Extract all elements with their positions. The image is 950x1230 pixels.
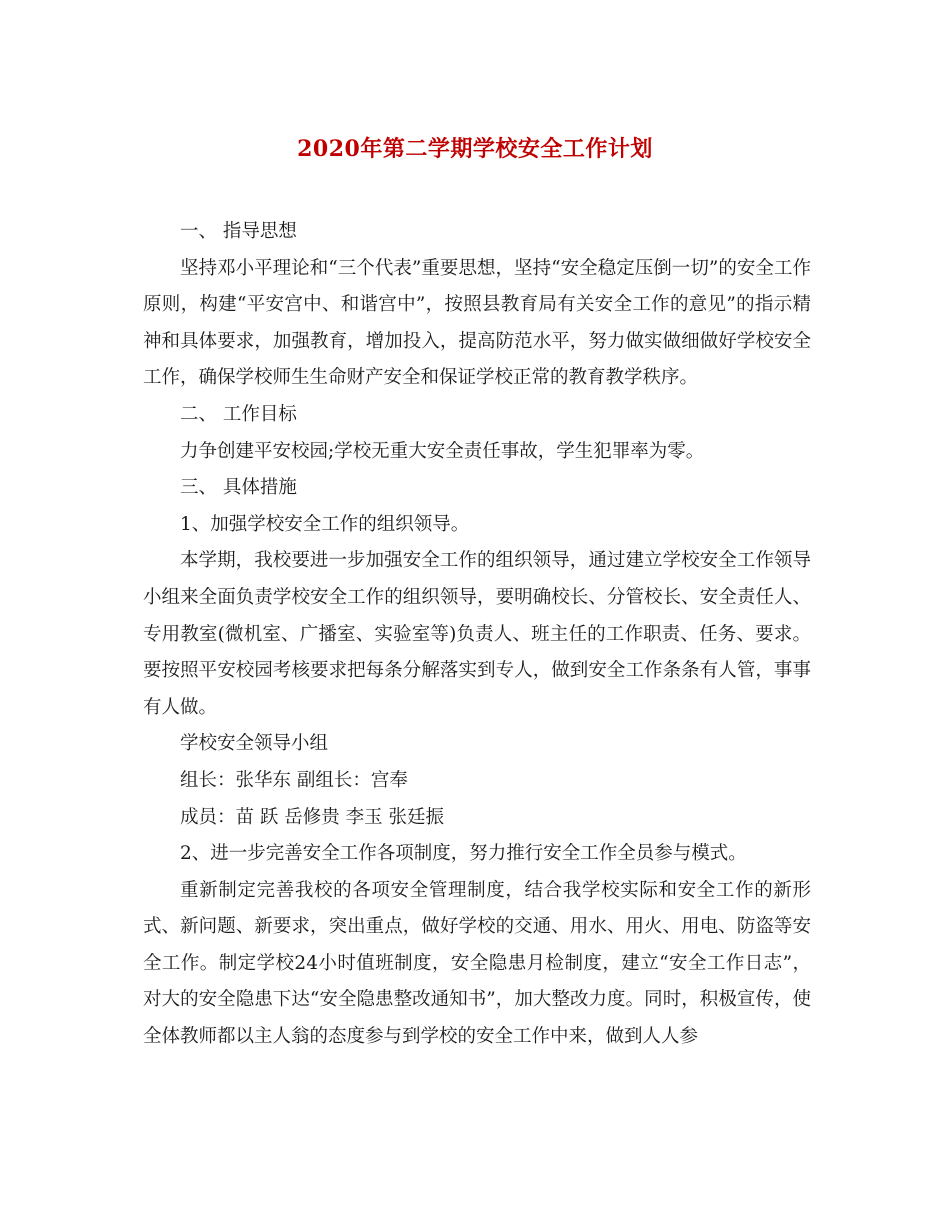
document-title: 2020年第二学期学校安全工作计划 bbox=[297, 136, 653, 162]
paragraph-guiding-ideology: 坚持邓小平理论和“三个代表”重要思想，坚持“安全稳定压倒一切”的安全工作原则，构建“平安宫中、和谐宫中”，按照县教育局有关安全工作的意见”的指示精神和具体要求，加强教育，增加投入，提高防范水平，努力做实做细做好学校安全工作，确保学校师生生命财产安全和保证学校正常的教育教学秩序。 bbox=[143, 257, 811, 389]
section-heading-specific-measures: 三、 具体措施 bbox=[180, 477, 297, 499]
safety-group-leaders: 组长：张华东 副组长：宫奉 bbox=[180, 769, 408, 791]
section-heading-work-goals: 二、 工作目标 bbox=[180, 403, 297, 425]
paragraph-measure-2: 重新制定完善我校的各项安全管理制度，结合我学校实际和安全工作的新形式、新问题、新要求，突出重点，做好学校的交通、用水、用火、用电、防盗等安全工作。制定学校24小时值班制度，安全隐患月检制度，建立“安全工作日志”，对大的安全隐患下达“安全隐患整改通知书”，加大整改力度。同时，积极宣传，使全体教师都以主人翁的态度参与到学校的安全工作中来，做到人人参 bbox=[143, 879, 811, 1048]
paragraph-measure-1: 本学期，我校要进一步加强安全工作的组织领导，通过建立学校安全工作领导小组来全面负责学校安全工作的组织领导，要明确校长、分管校长、安全责任人、专用教室(微机室、广播室、实验室等)负责人、班主任的工作职责、任务、要求。要按照平安校园考核要求把每条分解落实到专人，做到安全工作条条有人管，事事有人做。 bbox=[143, 550, 811, 718]
section-heading-guiding-ideology: 一、 指导思想 bbox=[180, 221, 297, 242]
measure-heading-1: 1、加强学校安全工作的组织领导。 bbox=[180, 513, 470, 535]
safety-group-heading: 学校安全领导小组 bbox=[180, 733, 329, 755]
measure-heading-2: 2、进一步完善安全工作各项制度，努力推行安全工作全员参与模式。 bbox=[180, 843, 747, 865]
paragraph-work-goals: 力争创建平安校园;学校无重大安全责任事故，学生犯罪率为零。 bbox=[180, 440, 705, 462]
safety-group-members: 成员：苗 跃 岳修贵 李玉 张廷振 bbox=[180, 806, 445, 828]
document-body bbox=[143, 214, 811, 1056]
